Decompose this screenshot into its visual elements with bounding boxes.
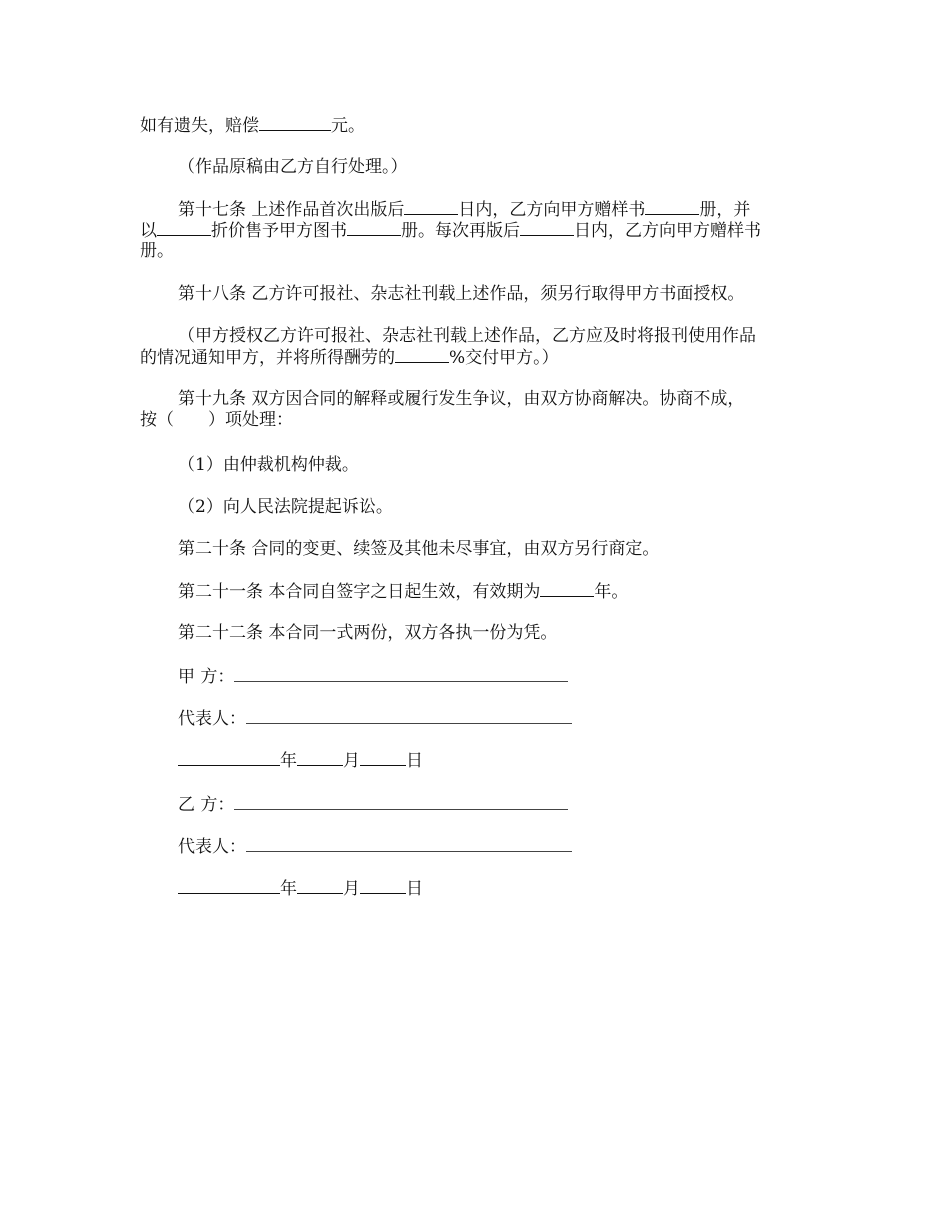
article-18-note-text-c: %交付甲方。） xyxy=(449,348,559,368)
article-22: 第二十二条 本合同一式两份，双方各执一份为凭。 xyxy=(178,623,558,643)
date-a-day-label: 日 xyxy=(406,751,423,771)
rep-b-label: 代表人： xyxy=(178,837,246,857)
article-17-text-g: 日内，乙方向甲方赠样书 xyxy=(574,221,761,241)
compensation-amount-blank[interactable] xyxy=(259,115,331,131)
article-17-text-e: 折价售予甲方图书 xyxy=(211,221,347,241)
article-18-note-text-b: 的情况通知甲方，并将所得酬劳的 xyxy=(140,348,395,368)
party-b-row xyxy=(178,794,568,816)
article-20: 第二十条 合同的变更、续签及其他未尽事宜，由双方另行商定。 xyxy=(178,539,660,559)
date-a-day-blank[interactable] xyxy=(360,750,406,766)
date-b-year-blank[interactable] xyxy=(178,878,280,894)
party-a-label: 甲 方： xyxy=(178,667,235,687)
article-17-books-blank[interactable] xyxy=(347,220,401,236)
article-17-reprint-days-blank[interactable] xyxy=(520,220,574,236)
rep-a-signature-line[interactable] xyxy=(246,708,572,724)
date-b-year-label: 年 xyxy=(280,879,297,899)
date-a-year-label: 年 xyxy=(280,751,297,771)
article-17-line-2 xyxy=(140,220,761,242)
article-18-note-line-2 xyxy=(140,347,559,369)
article-17-discount-blank[interactable] xyxy=(157,220,211,236)
article-18: 第十八条 乙方许可报社、杂志社刊载上述作品，须另行取得甲方书面授权。 xyxy=(178,284,745,304)
option-2: （2）向人民法院提起诉讼。 xyxy=(178,497,393,517)
article-18-percent-blank[interactable] xyxy=(395,347,449,363)
rep-a-row xyxy=(178,708,572,730)
article-19-line-2: 按（ ）项处理： xyxy=(140,410,293,430)
compensation-unit: 元。 xyxy=(331,116,365,136)
party-b-label: 乙 方： xyxy=(178,795,235,815)
party-a-signature-line[interactable] xyxy=(234,666,568,682)
date-b-day-blank[interactable] xyxy=(360,878,406,894)
article-17-text-c: 册，并 xyxy=(699,200,751,220)
article-19-line-1: 第十九条 双方因合同的解释或履行发生争议，由双方协商解决。协商不成， xyxy=(178,389,745,409)
date-b-row xyxy=(178,878,423,900)
article-21-text-b: 年。 xyxy=(594,582,629,602)
rep-b-row xyxy=(178,836,572,858)
article-17-text-a: 第十七条 上述作品首次出版后 xyxy=(178,200,405,220)
date-b-month-blank[interactable] xyxy=(297,878,343,894)
rep-b-signature-line[interactable] xyxy=(246,836,572,852)
article-18-note-line-1: （甲方授权乙方许可报社、杂志社刊载上述作品，乙方应及时将报刊使用作品 xyxy=(178,326,756,346)
compensation-text: 如有遗失，赔偿 xyxy=(140,116,259,136)
article-17-days-blank[interactable] xyxy=(404,199,458,215)
article-17-text-d: 以 xyxy=(140,221,157,241)
article-17-text-b: 日内，乙方向甲方赠样书 xyxy=(458,200,646,220)
compensation-line xyxy=(140,115,365,137)
option-1: （1）由仲裁机构仲裁。 xyxy=(178,455,359,475)
date-a-row xyxy=(178,750,423,772)
date-a-year-blank[interactable] xyxy=(178,750,280,766)
date-a-month-label: 月 xyxy=(343,751,360,771)
date-b-day-label: 日 xyxy=(406,879,423,899)
article-17-text-f: 册。每次再版后 xyxy=(401,221,520,241)
article-21-years-blank[interactable] xyxy=(540,581,594,597)
manuscript-note: （作品原稿由乙方自行处理。） xyxy=(178,157,408,177)
article-17-line-3: 册。 xyxy=(140,241,174,261)
rep-a-label: 代表人： xyxy=(178,709,246,729)
party-b-signature-line[interactable] xyxy=(234,794,568,810)
date-b-month-label: 月 xyxy=(343,879,360,899)
article-21 xyxy=(178,581,628,603)
article-17-line-1 xyxy=(178,199,750,221)
article-21-text-a: 第二十一条 本合同自签字之日起生效，有效期为 xyxy=(178,582,541,602)
party-a-row xyxy=(178,666,568,688)
date-a-month-blank[interactable] xyxy=(297,750,343,766)
article-17-copies-blank[interactable] xyxy=(645,199,699,215)
